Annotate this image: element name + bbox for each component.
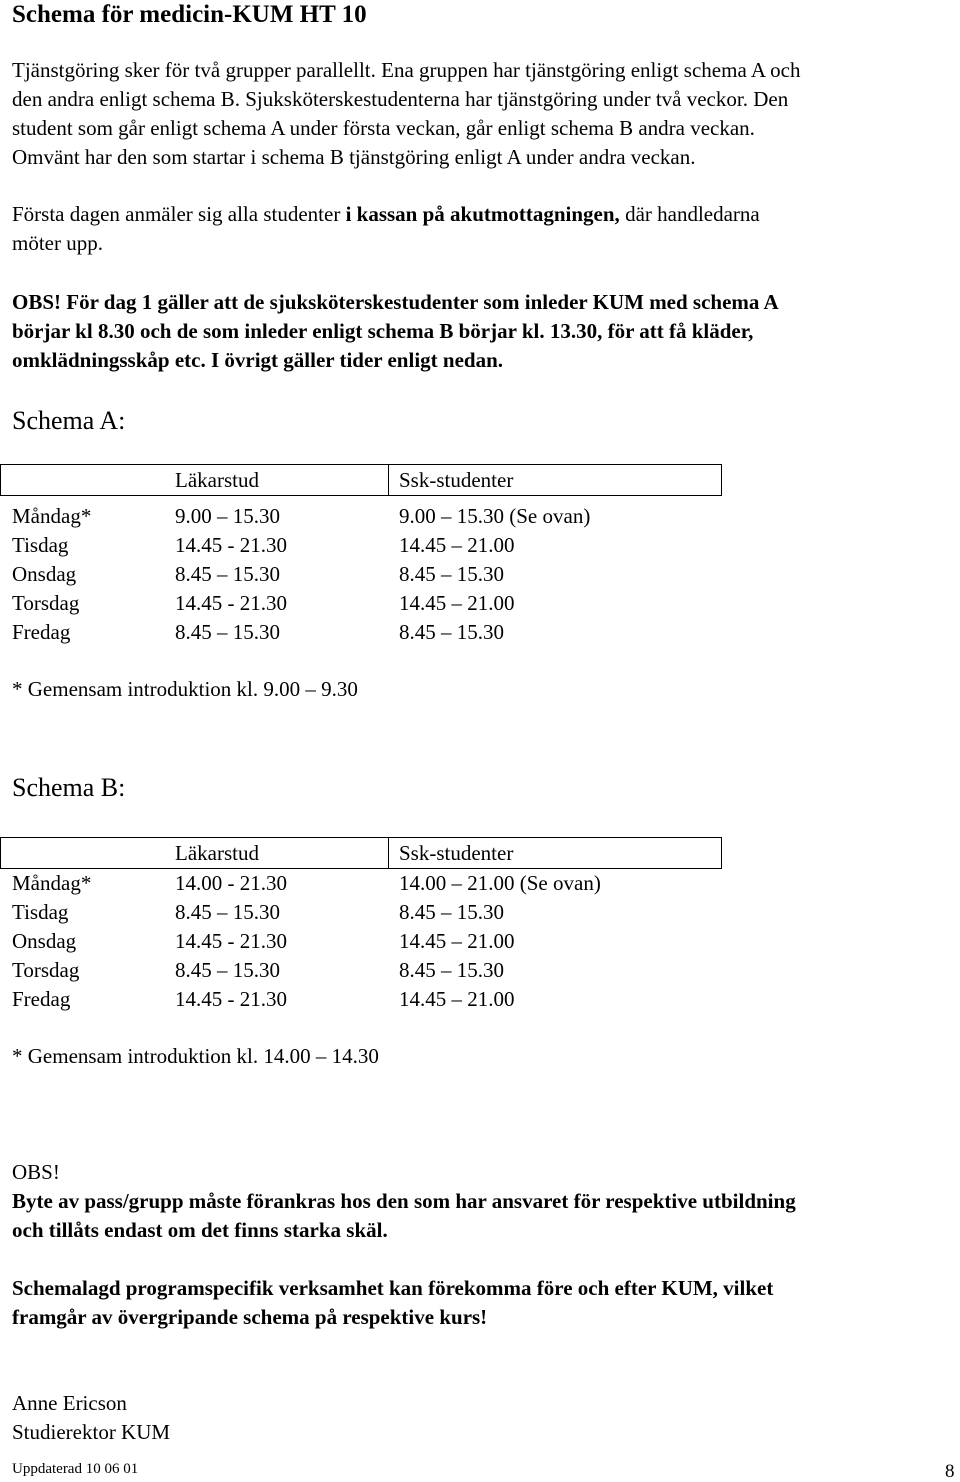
table-row (0, 531, 722, 560)
table-row (0, 927, 722, 956)
column-divider (388, 838, 389, 868)
signature-name: Anne Ericson (12, 1391, 127, 1415)
intro-line: student som går enligt schema A under första veckan, går enligt schema B andra veckan. (12, 116, 755, 140)
ssk-time-cell: 14.45 – 21.00 (399, 987, 515, 1011)
schema-b-table-header (0, 837, 722, 869)
col-header-ssk: Ssk-studenter (399, 841, 514, 865)
table-row (0, 956, 722, 985)
obs-line: OBS! För dag 1 gäller att de sjuksköterskestudenter som inleder KUM med schema A (12, 290, 779, 314)
col-header-ssk: Ssk-studenter (399, 468, 514, 492)
schema-a-heading: Schema A: (12, 406, 126, 435)
schema-a-intro-note: * Gemensam introduktion kl. 9.00 – 9.30 (12, 677, 358, 701)
day-cell: Torsdag (12, 591, 80, 615)
signature-role: Studierektor KUM (12, 1420, 171, 1444)
lakare-time-cell: 8.45 – 15.30 (175, 620, 280, 644)
first-day-paragraph (12, 200, 760, 258)
col-header-lakarstud: Läkarstud (175, 468, 259, 492)
updated-footer: Uppdaterad 10 06 01 (12, 1461, 139, 1477)
lakare-time-cell: 8.45 – 15.30 (175, 562, 280, 586)
day-cell: Onsdag (12, 562, 77, 586)
day-cell: Måndag* (12, 504, 92, 528)
table-row (0, 898, 722, 927)
obs-notice (12, 288, 779, 375)
signature-block (12, 1389, 170, 1447)
day-cell: Fredag (12, 620, 71, 644)
first-day-location: i kassan på akutmottagningen, (345, 202, 620, 226)
ssk-time-cell: 8.45 – 15.30 (399, 900, 504, 924)
day-cell: Fredag (12, 987, 71, 1011)
day-cell: Måndag* (12, 871, 92, 895)
lakare-time-cell: 14.45 - 21.30 (175, 929, 287, 953)
table-row (0, 589, 722, 618)
lakare-time-cell: 14.45 - 21.30 (175, 591, 287, 615)
col-header-lakarstud: Läkarstud (175, 841, 259, 865)
table-row (0, 869, 722, 898)
column-divider (388, 465, 389, 495)
ssk-time-cell: 14.45 – 21.00 (399, 929, 515, 953)
day-cell: Onsdag (12, 929, 77, 953)
page-number: 8 (945, 1461, 955, 1482)
day-cell: Tisdag (12, 900, 69, 924)
table-row (0, 502, 722, 531)
table-row (0, 560, 722, 589)
intro-line: Tjänstgöring sker för två grupper parallellt. Ena gruppen har tjänstgöring enligt schema A och (12, 58, 801, 82)
day-cell: Torsdag (12, 958, 80, 982)
obs-line: omklädningsskåp etc. I övrigt gäller tider enligt nedan. (12, 348, 504, 372)
table-row (0, 618, 722, 647)
obs2-line: Byte av pass/grupp måste förankras hos den som har ansvaret för respektive utbildning (12, 1189, 796, 1213)
lakare-time-cell: 9.00 – 15.30 (175, 504, 280, 528)
day-cell: Tisdag (12, 533, 69, 557)
program-note-line: framgår av övergripande schema på respektive kurs! (12, 1305, 488, 1329)
lakare-time-cell: 14.00 - 21.30 (175, 871, 287, 895)
obs2-line: och tillåts endast om det finns starka skäl. (12, 1218, 388, 1242)
ssk-time-cell: 14.45 – 21.00 (399, 591, 515, 615)
schema-a-table-header (0, 464, 722, 496)
intro-line: Omvänt har den som startar i schema B tjänstgöring enligt A under andra veckan. (12, 145, 696, 169)
intro-paragraph (12, 56, 800, 172)
ssk-time-cell: 14.45 – 21.00 (399, 533, 515, 557)
obs2-label: OBS! (12, 1160, 60, 1184)
schema-b-heading: Schema B: (12, 773, 126, 802)
first-day-text-after: där handledarna (619, 202, 760, 226)
lakare-time-cell: 14.45 - 21.30 (175, 987, 287, 1011)
first-day-line2: möter upp. (12, 231, 103, 255)
table-row (0, 985, 722, 1014)
lakare-time-cell: 8.45 – 15.30 (175, 958, 280, 982)
ssk-time-cell: 14.00 – 21.00 (Se ovan) (399, 871, 601, 895)
program-note (12, 1274, 773, 1332)
program-note-line: Schemalagd programspecifik verksamhet kan förekomma före och efter KUM, vilket (12, 1276, 774, 1300)
first-day-text: Första dagen anmäler sig alla studenter (12, 202, 346, 226)
ssk-time-cell: 8.45 – 15.30 (399, 958, 504, 982)
obs-line: börjar kl 8.30 och de som inleder enligt schema B börjar kl. 13.30, för att få kläder, (12, 319, 754, 343)
schema-b-intro-note: * Gemensam introduktion kl. 14.00 – 14.30 (12, 1044, 379, 1068)
first-day-line (12, 200, 760, 229)
ssk-time-cell: 8.45 – 15.30 (399, 562, 504, 586)
lakare-time-cell: 14.45 - 21.30 (175, 533, 287, 557)
ssk-time-cell: 9.00 – 15.30 (Se ovan) (399, 504, 591, 528)
page-title: Schema för medicin-KUM HT 10 (12, 1, 367, 28)
ssk-time-cell: 8.45 – 15.30 (399, 620, 504, 644)
intro-line: den andra enligt schema B. Sjuksköterskestudenterna har tjänstgöring under två veckor. Den (12, 87, 789, 111)
obs2-text (12, 1187, 796, 1245)
lakare-time-cell: 8.45 – 15.30 (175, 900, 280, 924)
